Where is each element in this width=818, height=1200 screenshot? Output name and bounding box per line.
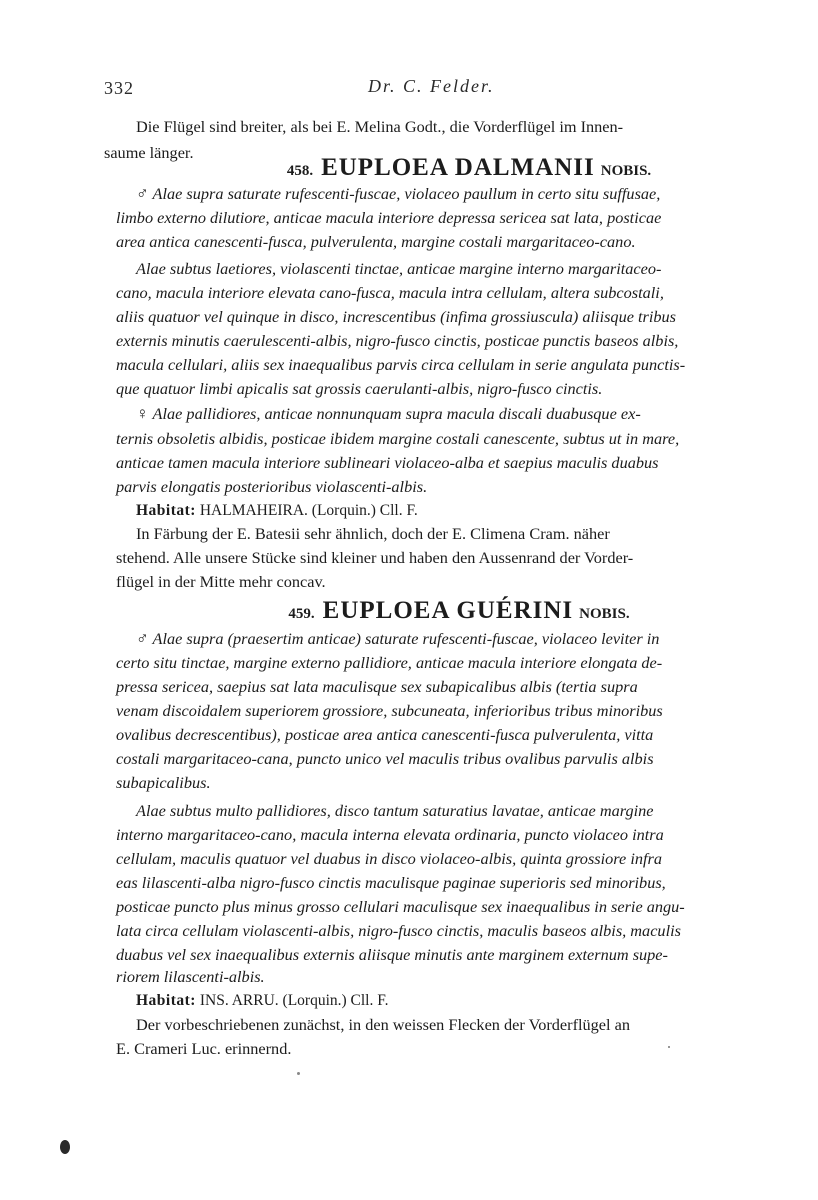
description-line: parvis elongatis posterioribus violascenti-albis. — [116, 477, 428, 496]
description-line: interno margaritaceo-cano, macula interna elevata ordinaria, puncto violaceo intra — [116, 825, 664, 844]
female-symbol-icon: ♀ — [136, 404, 149, 423]
species-authority: NOBIS. — [579, 606, 630, 622]
description-line: ternis obsoletis albidis, posticae ibidem margine costali canescente, subtus ut in mare, — [116, 429, 680, 448]
habitat-label: Habitat: — [136, 502, 196, 519]
description-line: costali margaritaceo-cana, puncto unico vel maculis tribus ovalibus parvulis albis — [116, 749, 654, 768]
description-line: venam discoidalem superiorem grossiore, subcuneata, inferioribus tribus minoribus — [116, 701, 663, 720]
species-number: 459. — [288, 606, 315, 622]
remark-line: flügel in der Mitte mehr concav. — [116, 572, 326, 591]
description-line: cellulam, maculis quatuor vel duabus in disco violaceo-albis, quinta grossiore infra — [116, 849, 662, 868]
intro-line: Die Flügel sind breiter, als bei E. Melina Godt., die Vorderflügel im Innen- — [136, 117, 624, 136]
description-line: ovalibus decrescentibus), posticae area antica canescenti-fusca pulverulenta, vitta — [116, 725, 654, 744]
habitat-text: HALMAHEIRA. (Lorquin.) Cll. F. — [195, 502, 418, 519]
print-speck — [297, 1072, 300, 1075]
description-line: certo situ tinctae, margine externo pallidiore, anticae macula interiore elongata de- — [116, 653, 663, 672]
description-line: pressa sericea, saepius sat lata maculisque sex subapicalibus albis (tertia supra — [116, 677, 638, 696]
page-number: 332 — [104, 78, 134, 98]
description-line: externis minutis caerulescenti-albis, nigro-fusco cinctis, posticae punctis baseos albis, — [116, 331, 679, 350]
description-line: area antica canescenti-fusca, pulverulenta, margine costali margaritaceo-cano. — [116, 232, 636, 251]
description-line: ♂ Alae supra saturate rufescenti-fuscae, violaceo paullum in certo situ suffusae, — [136, 184, 661, 203]
species-heading-458 — [60, 154, 818, 182]
remark-line: Der vorbeschriebenen zunächst, in den weissen Flecken der Vorderflügel an — [136, 1015, 630, 1034]
description-line: riorem lilascenti-albis. — [116, 967, 265, 986]
species-authority: NOBIS. — [600, 163, 652, 179]
description-line: eas lilascenti-alba nigro-fusco cinctis maculisque paginae superioris sed minoribus, — [116, 873, 666, 892]
species-number: 458. — [286, 163, 314, 179]
description-line: aliis quatuor vel quinque in disco, increscentibus (infima grossiuscula) aliisque tribus — [116, 307, 677, 326]
description-line: subapicalibus. — [116, 773, 211, 792]
description-line: anticae tamen macula interiore sublineari violaceo-alba et saepius maculis duabus — [116, 453, 659, 472]
male-symbol-icon: ♂ — [136, 184, 149, 203]
description-line: ♀ Alae pallidiores, anticae nonnunquam supra macula discali duabusque ex- — [136, 404, 641, 423]
habitat-458 — [136, 500, 418, 522]
description-line: posticae puncto plus minus grosso cellulari maculisque sex inaequalibus in serie angu- — [116, 897, 685, 916]
print-speck — [668, 1046, 670, 1048]
species-heading-459 — [50, 597, 818, 625]
description-line: que quatuor limbi apicalis sat grossis caerulanti-albis, nigro-fusco cinctis. — [116, 379, 603, 398]
intro-line: saume länger. — [104, 143, 194, 162]
description-line: ♂ Alae supra (praesertim anticae) saturate rufescenti-fuscae, violaceo leviter in — [136, 629, 660, 648]
species-name: EUPLOEA GUÉRINI — [322, 597, 574, 624]
description-line: limbo externo dilutiore, anticae macula interiore depressa sericea sat lata, posticae — [116, 208, 662, 227]
species-name: EUPLOEA DALMANII — [321, 154, 595, 181]
habitat-label: Habitat: — [136, 992, 196, 1009]
male-symbol-icon: ♂ — [136, 629, 149, 648]
description-line: Alae subtus multo pallidiores, disco tantum saturatius lavatae, anticae margine — [136, 801, 654, 820]
habitat-459 — [136, 990, 389, 1012]
remark-line: In Färbung der E. Batesii sehr ähnlich, doch der E. Climena Cram. näher — [136, 524, 610, 543]
habitat-text: INS. ARRU. (Lorquin.) Cll. F. — [195, 992, 389, 1009]
running-head-author: Dr. C. Felder. — [368, 76, 495, 96]
description-line: duabus vel sex inaequalibus externis aliisque minutis ante marginem externum supe- — [116, 945, 668, 964]
description-line: lata circa cellulam violascenti-albis, nigro-fusco cinctis, maculis baseos albis, maculis — [116, 921, 681, 940]
description-line: cano, macula interiore elevata cano-fusca, macula intra cellulam, altera subcostali, — [116, 283, 664, 302]
description-line: macula cellulari, aliis sex inaequalibus parvis circa cellulam in serie angulata punctis- — [116, 355, 686, 374]
description-line: Alae subtus laetiores, violascenti tinctae, anticae margine interno margaritaceo- — [136, 259, 662, 278]
remark-line: E. Crameri Luc. erinnernd. — [116, 1039, 292, 1058]
ink-blot — [60, 1140, 70, 1154]
remark-line: stehend. Alle unsere Stücke sind kleiner und haben den Aussenrand der Vorder- — [116, 548, 634, 567]
